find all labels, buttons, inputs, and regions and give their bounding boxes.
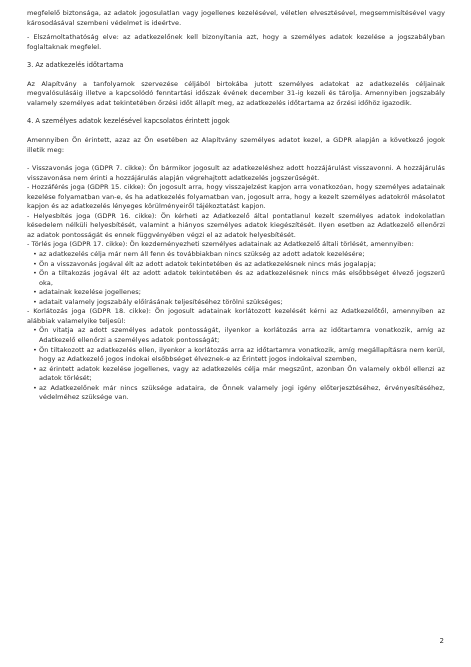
section-heading-rights: 4. A személyes adatok kezelésével kapcsolatos érintett jogok [27, 117, 230, 126]
list-item: • adatait valamely jogszabály előírásának teljesítéséhez törölni szükséges; [34, 298, 445, 308]
right-withdrawal: - Visszavonás joga (GDPR 7. cikke): Ön bármikor jogosult az adatkezeléshez adott hozzájárulást visszavonni. A hozzájárulás visszavonása nem érinti a hozzájárulás alapján végrehajtott adatkezelés jogszerűségét. [27, 164, 445, 182]
list-item: • az Adatkezelőnek már nincs szüksége adataira, de Önnek valamely jogi igény előterjesztéséhez, érvényesítéséhez, védelméhez szüksége van. [34, 384, 445, 403]
paragraph-security-cont: megfelelő biztonsága, az adatok jogosulatlan vagy jogellenes kezelésével, véletlen elvesztésével, megsemmisítésével vagy károsodásával szembeni védelmet is ideértve. [27, 9, 445, 27]
erasure-list [27, 250, 445, 307]
right-access: - Hozzáférés joga (GDPR 15. cikke): Ön jogosult arra, hogy visszajelzést kapjon arra vonatkozóan, hogy személyes adatainak kezelése folyamatban van-e, és ha adatkezelés folyamatban van, jogosult arra, hogy a kezelt személyes adatokról másolatot kapjon és az adatkezelés lényeges körülményeiről tájékoztatást kapjon. [27, 183, 445, 211]
list-item: • az adatkezelés célja már nem áll fenn és továbbiakban nincs szükség az adott adatok kezelésére; [34, 250, 445, 260]
right-erasure: - Törlés joga (GDPR 17. cikke): Ön kezdeményezheti személyes adatainak az Adatkezelő általi törlését, amennyiben: [27, 240, 414, 249]
list-item: • Ön vitatja az adott személyes adatok pontosságát, ilyenkor a korlátozás arra az időtartamra vonatkozik, amíg az Adatkezelő ellenőrzi a személyes adatok pontosságát; [34, 326, 445, 345]
paragraph-retention: Az Alapítvány a tanfolyamok szervezése céljából birtokába jutott személyes adatokat az adatkezelés céljainak megvalósulásáig illetve a kapcsolódó fenntartási időszak évének december 31-ig kezeli és tárolja. Amennyiben jogszabály valamely személyes adat tekintetében őrzési időt állapít meg, az adatkezelés időtartama az őrzési időhöz igazodik. [27, 79, 445, 107]
list-item: • Ön a tiltakozás jogával élt az adott adatok tekintetében és az adatkezelésnek nincs más elsőbbséget élvező jogszerű oka, [34, 269, 445, 288]
list-item: • Ön a visszavonás jogával élt az adott adatok tekintetében és az adatkezelésnek nincs más jogalapja; [34, 260, 445, 270]
right-rectification: - Helyesbítés joga (GDPR 16. cikke): Ön kérheti az Adatkezelő által pontatlanul kezelt személyes adatok indokolatlan késedelem nélküli helyesbítését, valamint a hiányos személyes adatok kiegészítését. Ilyen esetben az Adatkezelő ellenőrzi az adatok pontosságát és ennek függvényében végzi el az adatok helyesbítését. [27, 211, 445, 239]
restriction-list [27, 326, 445, 402]
list-item: • az érintett adatok kezelése jogellenes, vagy az adatkezelés célja már megszűnt, azonban Ön valamely okból ellenzi az adatok törlését; [34, 365, 445, 384]
right-restriction: - Korlátozás joga (GDPR 18. cikke): Ön jogosult adatainak korlátozott kezelését kérni az Adatkezelőtől, amennyiben az alábbiak valamelyike teljesül: [27, 307, 445, 325]
list-item: • adatainak kezelése jogellenes; [34, 288, 445, 298]
section-heading-retention: 3. Az adatkezelés időtartama [27, 61, 124, 70]
paragraph-rights-intro: Amennyiben Ön érintett, azaz az Ön esetében az Alapítvány személyes adatot kezel, a GDPR alapján a következő jogok illetik meg: [27, 136, 445, 154]
list-item: • Ön tiltakozott az adatkezelés ellen, ilyenkor a korlátozás arra az időtartamra vonatkozik, amíg megállapításra nem kerül, hogy az Adatkezelő jogos indokai elsőbbséget élveznek-e az Érintett jogos indokaival szemben, [34, 346, 445, 365]
page-number: 2 [439, 637, 444, 645]
paragraph-accountability: - Elszámoltathatóság elve: az adatkezelőnek kell bizonyítania azt, hogy a személyes adatok kezelése a jogszabályban foglaltaknak megfelel. [27, 33, 445, 51]
